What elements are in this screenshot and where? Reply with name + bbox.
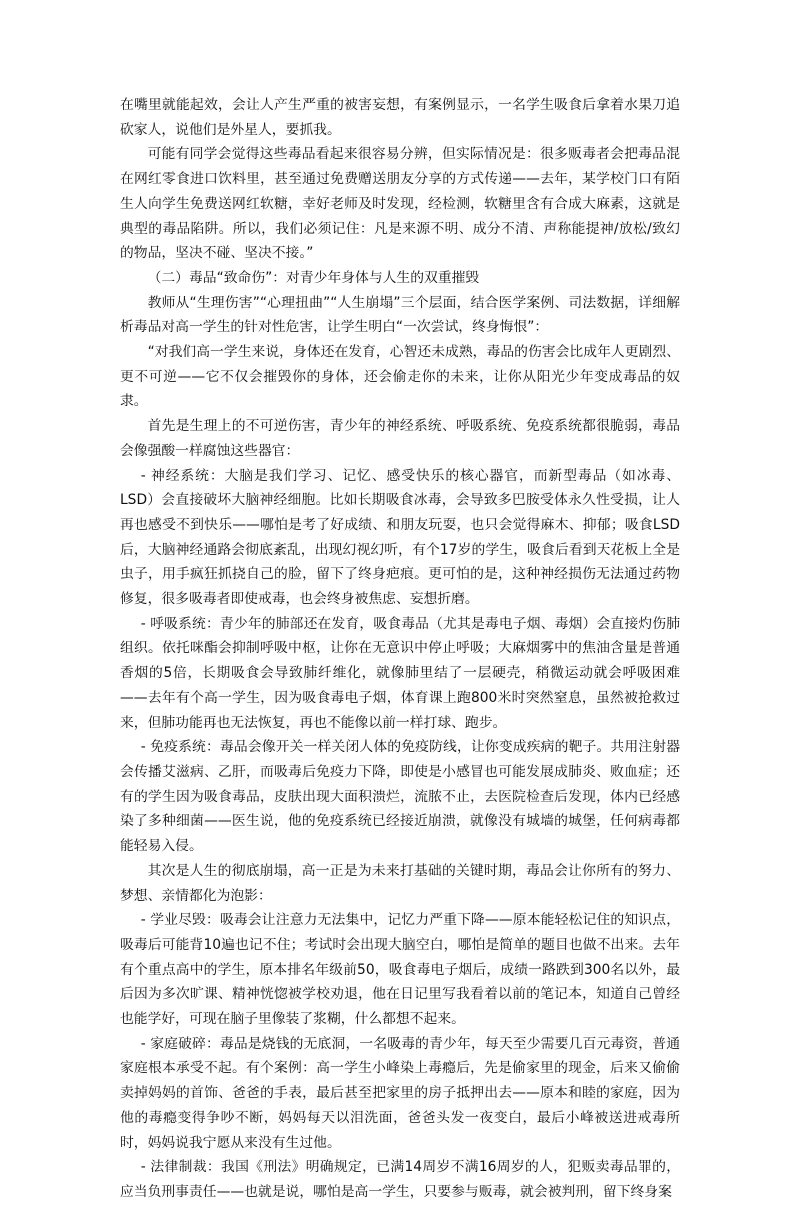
paragraph-life-collapse-intro: 其次是人生的彻底崩塌，高一正是为未来打基础的关键时期，毒品会让你所有的努力、梦想、亲情都化为泡影： bbox=[120, 862, 680, 904]
paragraph-drug-disguise: 可能有同学会觉得这些毒品看起来很容易分辨，但实际情况是：很多贩毒者会把毒品混在网红零食进口饮料里，甚至通过免费赠送朋友分享的方式传递——去年，某学校门口有陌生人向学生免费送网红软糖，幸好老师及时发现，经检测，软糖里含有合成大麻素，这就是典型的毒品陷阱。所以，我们必须记住：凡是来源不明、成分不清、声称能提神/放松/致幻的物品，坚决不碰、坚决不接。” bbox=[120, 146, 680, 262]
document-page bbox=[120, 93, 680, 1205]
list-item-nervous-system: - 神经系统：大脑是我们学习、记忆、感受快乐的核心器官，而新型毒品（如冰毒、LSD）会直接破坏大脑神经细胞。比如长期吸食冰毒，会导致多巴胺受体永久性受损，让人再也感受不到快乐——哪怕是考了好成绩、和朋友玩耍，也只会觉得麻木、抑郁；吸食LSD后，大脑神经通路会彻底紊乱，出现幻视幻听，有个17岁的学生，吸食后看到天花板上全是虫子，用手疯狂抓挠自己的脸，留下了终身疤痕。更可怕的是，这种神经损伤无法通过药物修复，很多吸毒者即使戒毒，也会终身被焦虑、妄想折磨。 bbox=[120, 467, 680, 608]
list-item-legal: - 法律制裁：我国《刑法》明确规定，已满14周岁不满16周岁的人，犯贩卖毒品罪的，应当负刑事责任——也就是说，哪怕是高一学生，只要参与贩毒，就会被判刑，留下终身案 bbox=[120, 1159, 680, 1200]
paragraph-physiological-intro: 首先是生理上的不可逆伤害，青少年的神经系统、呼吸系统、免疫系统都很脆弱，毒品会像强酸一样腐蚀这些器官： bbox=[120, 418, 680, 459]
paragraph-continuation: 在嘴里就能起效，会让人产生严重的被害妄想，有案例显示，一名学生吸食后拿着水果刀追砍家人，说他们是外星人，要抓我。 bbox=[120, 97, 680, 138]
paragraph-teacher-analysis: 教师从“生理伤害”“心理扭曲”“人生崩塌”三个层面，结合医学案例、司法数据，详细解析毒品对高一学生的针对性危害，让学生明白“一次尝试，终身悔恨”： bbox=[120, 294, 680, 336]
list-item-immune-system: - 免疫系统：毒品会像开关一样关闭人体的免疫防线，让你变成疾病的靶子。共用注射器会传播艾滋病、乙肝，而吸毒后免疫力下降，即使是小感冒也可能发展成肺炎、败血症；还有的学生因为吸食毒品，皮肤出现大面积溃烂，流脓不止，去医院检查后发现，体内已经感染了多种细菌——医生说，他的免疫系统已经接近崩溃，就像没有城墙的城堡，任何病毒都能轻易入侵。 bbox=[120, 739, 680, 855]
section-heading-fatal-harm: （二）毒品“致命伤”：对青少年身体与人生的双重摧毁 bbox=[147, 269, 480, 286]
list-item-respiratory-system: - 呼吸系统：青少年的肺部还在发育，吸食毒品（尤其是毒电子烟、毒烟）会直接灼伤肺组织。依托咪酯会抑制呼吸中枢，让你在无意识中停止呼吸；大麻烟雾中的焦油含量是普通香烟的5倍，长期吸食会导致肺纤维化，就像肺里结了一层硬壳，稍微运动就会呼吸困难——去年有个高一学生，因为吸食毒电子烟，体育课上跑800米时突然窒息，虽然被抢救过来，但肺功能再也无法恢复，再也不能像以前一样打球、跑步。 bbox=[120, 615, 680, 731]
list-item-academics: - 学业尽毁：吸毒会让注意力无法集中，记忆力严重下降——原本能轻松记住的知识点，吸毒后可能背10遍也记不住；考试时会出现大脑空白，哪怕是简单的题目也做不出来。去年有个重点高中的学生，原本排名年级前50，吸食毒电子烟后，成绩一路跌到300名以外，最后因为多次旷课、精神恍惚被学校劝退，他在日记里写我看着以前的笔记本，知道自己曾经也能学好，可现在脑子里像装了浆糊，什么都想不起来。 bbox=[120, 912, 680, 1028]
list-item-family: - 家庭破碎：毒品是烧钱的无底洞，一名吸毒的青少年，每天至少需要几百元毒资，普通家庭根本承受不起。有个案例：高一学生小峰染上毒瘾后，先是偷家里的现金，后来又偷偷卖掉妈妈的首饰、爸爸的手表，最后甚至把家里的房子抵押出去——原本和睦的家庭，因为他的毒瘾变得争吵不断，妈妈每天以泪洗面，爸爸头发一夜变白，最后小峰被送进戒毒所时，妈妈说我宁愿从来没有生过他。 bbox=[120, 1035, 680, 1151]
paragraph-quote-intro: “对我们高一学生来说，身体还在发育，心智还未成熟，毒品的伤害会比成年人更剧烈、更不可逆——它不仅会摧毁你的身体，还会偷走你的未来，让你从阳光少年变成毒品的奴隶。 bbox=[120, 344, 680, 410]
